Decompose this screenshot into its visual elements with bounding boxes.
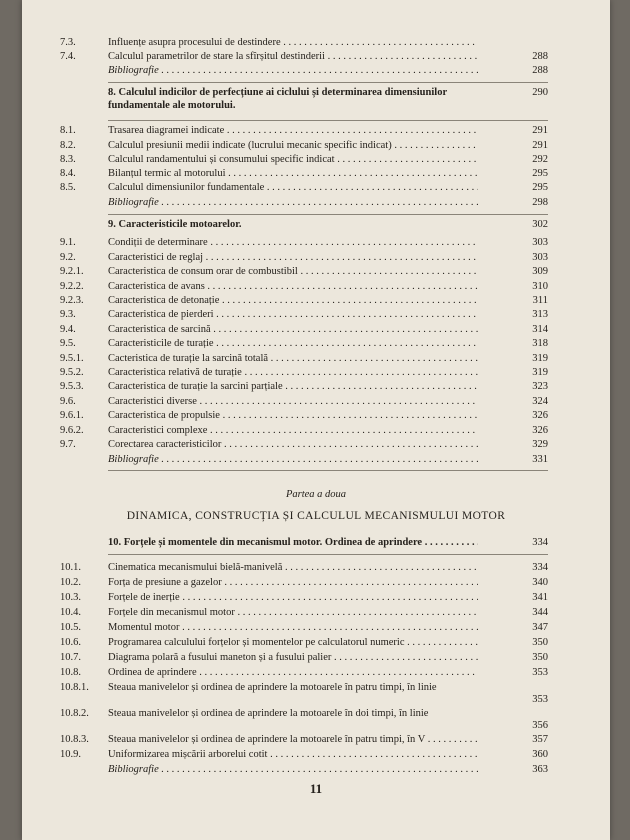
chapter-title: 8. Calculul indicilor de perfecțiune ai ciclului și determinarea dimensiunilor fundamentale ale motorului. [108, 87, 447, 111]
toc-entry [22, 438, 610, 452]
section-title: Forța de presiune a gazelor . . . [108, 576, 478, 590]
section-title: Bibliografie . . . [108, 64, 478, 78]
section-title: Caracteristici de reglaj . . . [108, 251, 478, 265]
page-number: 295 [532, 168, 548, 179]
page-number: 314 [532, 324, 548, 335]
page-number: 353 [532, 694, 548, 705]
toc-entry [22, 139, 610, 153]
toc-entry [22, 636, 610, 650]
page-number: 303 [532, 237, 548, 248]
section-number: 10.9. [60, 749, 81, 760]
page-number: 288 [532, 51, 548, 62]
toc-entry [22, 380, 610, 394]
toc-entry [22, 36, 610, 50]
section-title: Bilanțul termic al motorului . . . [108, 167, 478, 181]
section-number: 9.5.3. [60, 381, 84, 392]
section-title: Caracteristici diverse . . . [108, 395, 478, 409]
page-number: 356 [532, 720, 548, 731]
section-number: 10.8.3. [60, 734, 89, 745]
section-title: Trasarea diagramei indicate . . . [108, 124, 478, 138]
page-number: 353 [532, 667, 548, 678]
page-number: 303 [532, 252, 548, 263]
page-number: 302 [532, 219, 548, 230]
section-title: Condiții de determinare . . . [108, 236, 478, 250]
divider [108, 82, 548, 83]
toc-entry [22, 352, 610, 366]
section-title: Calculul dimensiunilor fundamentale . . . [108, 181, 478, 195]
page-number: 288 [532, 65, 548, 76]
section-title: Cacteristica de turație la sarcină totală . . . [108, 352, 478, 366]
page-number: 298 [532, 197, 548, 208]
book-page [22, 0, 610, 840]
section-number: 9.6.2. [60, 425, 84, 436]
section-title: Steaua manivelelor și ordinea de aprindere la motoarele în doi timpi, în linie [108, 708, 429, 719]
chapter-heading [22, 536, 610, 550]
page-number: 309 [532, 266, 548, 277]
divider [108, 470, 548, 471]
page-number: 319 [532, 367, 548, 378]
section-number: 10.8.2. [60, 708, 89, 719]
section-title: Caracteristica relativă de turație . . . [108, 366, 478, 380]
toc-entry [22, 561, 610, 575]
section-title: Caracteristica de consum orar de combustibil . . . [108, 265, 478, 279]
section-title: Caracteristica de detonație . . . [108, 294, 478, 308]
section-title: Caracteristicile de turație . . . [108, 337, 478, 351]
section-number: 7.4. [60, 51, 76, 62]
section-title: Calculul parametrilor de stare la sfîrșitul destinderii . . . [108, 50, 478, 64]
bibliography-entry [22, 763, 610, 777]
folio-page-number: 11 [309, 781, 323, 796]
section-number: 10.4. [60, 607, 81, 618]
section-number: 9.2. [60, 252, 76, 263]
toc-entry [22, 265, 610, 279]
section-number: 10.5. [60, 622, 81, 633]
page-number: 329 [532, 439, 548, 450]
page-number: 340 [532, 577, 548, 588]
page-number: 291 [532, 125, 548, 136]
section-title: Cinematica mecanismului bielă-manivelă . . . [108, 561, 478, 575]
section-number: 8.5. [60, 182, 76, 193]
page-number: 357 [532, 734, 548, 745]
section-number: 10.6. [60, 637, 81, 648]
toc-entry [22, 748, 610, 762]
page-number: 360 [532, 749, 548, 760]
part-title: DINAMICA, CONSTRUCȚIA ȘI CALCULUL MECANISMULUI MOTOR [126, 510, 506, 522]
page-number: 324 [532, 396, 548, 407]
page-number: 319 [532, 353, 548, 364]
section-number: 9.4. [60, 324, 76, 335]
toc-entry [22, 236, 610, 250]
toc-entry [22, 337, 610, 351]
section-title: Caracteristici complexe . . . [108, 424, 478, 438]
section-number: 9.5. [60, 338, 76, 349]
section-title: Bibliografie . . . [108, 453, 478, 467]
section-title: Influențe asupra procesului de destindere . . . [108, 36, 478, 50]
page-number: 326 [532, 425, 548, 436]
section-number: 9.5.1. [60, 353, 84, 364]
toc-entry [22, 681, 610, 707]
toc-entry [22, 409, 610, 423]
toc-entry [22, 606, 610, 620]
page-number: 350 [532, 637, 548, 648]
section-title: Caracteristica de propulsie . . . [108, 409, 478, 423]
page-number: 363 [532, 764, 548, 775]
section-title: Forțele din mecanismul motor . . . [108, 606, 478, 620]
toc-entry [22, 50, 610, 64]
page-number: 295 [532, 182, 548, 193]
section-title: Bibliografie . . . [108, 763, 478, 777]
toc-entry [22, 576, 610, 590]
toc-entry [22, 651, 610, 665]
toc-entry [22, 294, 610, 308]
section-number: 10.2. [60, 577, 81, 588]
toc-entry [22, 591, 610, 605]
section-number: 8.2. [60, 140, 76, 151]
section-title: Momentul motor . . . [108, 621, 478, 635]
section-number: 10.8. [60, 667, 81, 678]
toc-entry [22, 153, 610, 167]
toc-entry [22, 395, 610, 409]
page-number: 334 [532, 562, 548, 573]
page-number: 310 [532, 281, 548, 292]
page-number: 334 [532, 537, 548, 548]
page-number: 318 [532, 338, 548, 349]
chapter-title: 9. Caracteristicile motoarelor. [108, 219, 242, 230]
toc-entry [22, 251, 610, 265]
section-number: 9.7. [60, 439, 76, 450]
section-number: 9.6. [60, 396, 76, 407]
toc-entry [22, 124, 610, 138]
section-title: Uniformizarea mișcării arborelui cotit . . . [108, 748, 478, 762]
section-title: Programarea calculului forțelor și momentelor pe calculatorul numeric . . . [108, 636, 478, 650]
section-number: 9.3. [60, 309, 76, 320]
divider [108, 554, 548, 555]
toc-entry [22, 181, 610, 195]
chapter-heading [22, 86, 610, 112]
section-number: 9.6.1. [60, 410, 84, 421]
toc-entry [22, 366, 610, 380]
section-title: Steaua manivelelor și ordinea de aprindere la motoarele în patru timpi, în V . . . [108, 733, 478, 747]
page-number: 323 [532, 381, 548, 392]
section-number: 10.1. [60, 562, 81, 573]
section-title: Caracteristica de pierderi . . . [108, 308, 478, 322]
section-number: 9.1. [60, 237, 76, 248]
toc-entry [22, 733, 610, 747]
toc-entry [22, 424, 610, 438]
page-number: 290 [532, 87, 548, 98]
section-number: 9.2.2. [60, 281, 84, 292]
chapter-title: 10. Forțele și momentele din mecanismul motor. Ordinea de aprindere . . . [108, 536, 478, 550]
section-title: Diagrama polară a fusului maneton și a fusului palier . . . [108, 651, 478, 665]
section-number: 10.8.1. [60, 682, 89, 693]
page-number: 326 [532, 410, 548, 421]
part-label: Partea a doua [285, 489, 347, 500]
section-title: Forțele de inerție . . . [108, 591, 478, 605]
section-number: 9.2.1. [60, 266, 84, 277]
page-number: 313 [532, 309, 548, 320]
section-title: Steaua manivelelor și ordinea de aprindere la motoarele în patru timpi, în linie [108, 682, 437, 693]
divider [108, 214, 548, 215]
bibliography-entry [22, 453, 610, 467]
section-number: 10.7. [60, 652, 81, 663]
page-number: 347 [532, 622, 548, 633]
page-number: 331 [532, 454, 548, 465]
section-number: 8.1. [60, 125, 76, 136]
toc-entry [22, 707, 610, 733]
section-title: Calculul presiunii medii indicate (lucrului mecanic specific indicat) . . . [108, 139, 478, 153]
page-number: 350 [532, 652, 548, 663]
toc-entry [22, 280, 610, 294]
page-number: 291 [532, 140, 548, 151]
toc-entry [22, 621, 610, 635]
page-number: 292 [532, 154, 548, 165]
page-number: 344 [532, 607, 548, 618]
section-title: Caracteristica de sarcină . . . [108, 323, 478, 337]
toc-entry [22, 308, 610, 322]
bibliography-entry [22, 64, 610, 78]
section-number: 9.2.3. [60, 295, 84, 306]
section-title: Bibliografie . . . [108, 196, 478, 210]
section-title: Caracteristica de turație la sarcini parțiale . . . [108, 380, 478, 394]
page-number: 311 [532, 295, 548, 306]
chapter-heading [22, 218, 610, 232]
toc-entry [22, 323, 610, 337]
section-title: Corectarea caracteristicilor . . . [108, 438, 478, 452]
section-title: Caracteristica de avans . . . [108, 280, 478, 294]
toc-entry [22, 167, 610, 181]
divider [108, 120, 548, 121]
section-number: 10.3. [60, 592, 81, 603]
toc-entry [22, 666, 610, 680]
section-title: Ordinea de aprindere . . . [108, 666, 478, 680]
section-number: 8.4. [60, 168, 76, 179]
bibliography-entry [22, 196, 610, 210]
section-title: Calculul randamentului și consumului specific indicat . . . [108, 153, 478, 167]
section-number: 9.5.2. [60, 367, 84, 378]
section-number: 7.3. [60, 37, 76, 48]
section-number: 8.3. [60, 154, 76, 165]
page-number: 341 [532, 592, 548, 603]
